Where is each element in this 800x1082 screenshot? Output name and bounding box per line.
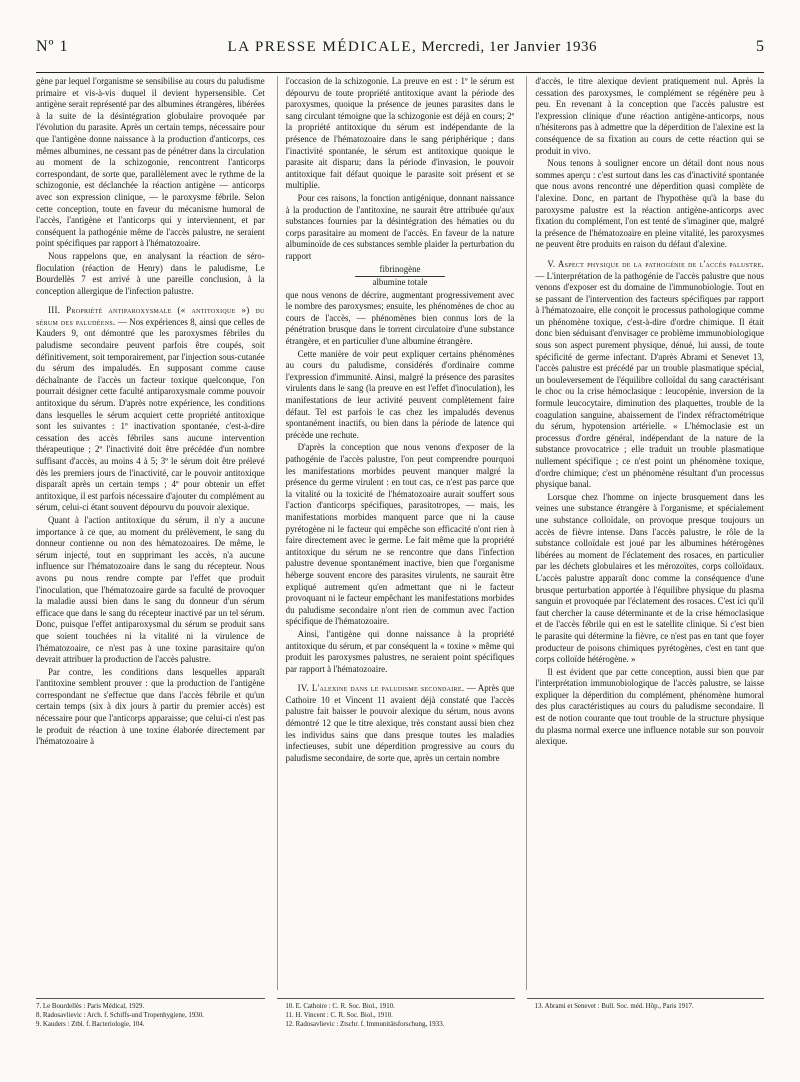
paragraph-text: — L'interprétation de la pathogénie de l'accès palustre que nous venons d'exposer est du domaine de l'immunobiologie. Tout en se passant de l'intervention des facteurs spécifiques par rapport à l'hématozoaire, elle conçoit le processus pathologique comme un phénomène toxique, c'est-à-dire d'ordre chimique. Il était donc bien séduisant d'envisager ce problème immunobiologique sous son aspect purement physique, dénué, lui aussi, de toute spécificité de germe infectant. D'après Abrami et Senevet 13, l'accès palustre est précédé par un trouble plasmatique spécial, un bouleversement de l'équilibre colloïdal du sang caractérisant le choc ou la crise hémoclasique : leucopénie, inversion de la formule leucocytaire, diminution des plaquettes, trouble de la coagulation sanguine, abaissement de l'index réfractométrique du sérum, hypotension artérielle. « L'hémoclasie est un processus d'ordre général, indépendant de la nature de la substance provocatrice ; elle traduit un trouble plasmatique nullement spécifique ; ce n'est point un phénomène toxique, d'ordre chimique; c'est un phénomène résultant d'un processus physique banal. (535, 270, 765, 490)
column-3 (526, 76, 764, 990)
paragraph: l'occasion de la schizogonie. La preuve en est : 1º le sérum est dépourvu de toute propriété antitoxique avant la période des paroxysmes, quoique la présence de jeunes parasites dans le sang circulant témoigne que la schizogonie est déjà en cours; 2º la propriété antitoxique du sérum est indépendante de la présence de l'hématozoaire dans le sang périphérique ; dans l'inactivité spontanée, le sérum est antitoxique quoique le parasite ait disparu; dans la période d'invasion, le pouvoir antitoxique fait défaut quoique le parasite soit présent et se multiplie. (285, 76, 515, 191)
journal-date (228, 39, 597, 56)
footnotes-column-2 (277, 998, 514, 1058)
paragraph: Il est évident que par cette conception, aussi bien que par l'interprétation immunobiologique de l'accès palustre, se laisse expliquer la déperdition du complément, phénomène humoral des plus caractéristiques au cours du paludisme secondaire. Il est de notion courante que tout trouble de la structure physique du plasma normal exerce une influence notable sur son pouvoir alexique. (535, 666, 765, 747)
issue-number: Nº 1 (36, 38, 69, 55)
paragraph: Cette manière de voir peut expliquer certains phénomènes au cours du paludisme, considérés d'ordinaire comme l'expression d'immunité. Ainsi, malgré la présence des parasites virulents dans le sang (la preuve en est l'effet d'inoculation), les manifestations de leur activité peuvent complètement faire défaut. Tel est parfois le cas chez les impaludés devenus spontanément inactifs, ou bien dans la période de latence qui précède une rechute. (285, 348, 515, 440)
footnotes-column-3 (527, 998, 764, 1058)
section-heading: III. Propriété antiparoxysmale (« antitoxique ») du sérum des paludéens. (36, 305, 265, 327)
paragraph: Nous tenons à souligner encore un détail dont nous nous sommes aperçu : c'est surtout dans les cas d'inactivité spontanée que nous avons rencontré une déperdition quasi complète de l'alexine. Donc, en partant de l'hypothèse qu'à la base du paroxysme palustre est la réaction antigène-anticorps avec fixation du complément, l'on est tenté de s'imaginer que, malgré la présence de l'hématozoaire en pleine vitalité, les paroxysmes ne peuvent être produits en raison du défaut d'alexine. (535, 158, 765, 250)
paragraph: Quant à l'action antitoxique du sérum, il n'y a aucune importance à ce que, au moment du prélèvement, le sang du donneur contienne ou non des hématozoaires. De même, le sérum injecté, tout en supprimant les accès, n'a aucune influence sur l'hématozoaire dans le sang du récepteur. Nous avons pu nous rendre compte par l'effet que produit l'inoculation, que l'hématozoaire garde sa faculté de provoquer la maladie aussi bien dans le sang du donneur d'un sérum efficace que dans le sang du récepteur inactivé par un tel sérum. Donc, puisque l'effet antiparoxysmal du sérum se produit sans que soient touchées ni la vitalité ni la virulence de l'hématozoaire, ce n'est pas à une toxine parasitaire qu'on devrait attribuer la production de l'accès palustre. (36, 514, 265, 665)
section-paragraph (36, 305, 265, 514)
article-body (36, 76, 764, 990)
footnote: 8. Radosavlievic : Arch. f. Schiffs-und Tropenhygiene, 1930. (36, 1012, 204, 1019)
footnote: 13. Abrami et Senevet : Bull. Soc. méd. Hôp., Paris 1917. (534, 1003, 694, 1010)
paragraph: d'accès, le titre alexique devient pratiquement nul. Après la cessation des paroxysmes, le complément se régénère peu à peu. En revenant à la conception que l'accès palustre est l'expression clinique d'une réaction antigène-anticorps, nous n'hésiterons pas à admettre que la déperdition de l'alexine est la conséquence de sa fixation au cours de cette réaction qui se produit in vivo. (535, 76, 765, 156)
journal-title: LA PRESSE MÉDICALE, (227, 39, 418, 55)
paragraph: Ainsi, l'antigène qui donne naissance à la propriété antitoxique du sérum, et par conséquent la « toxine » même qui produit les paroxysmes palustres, ne seraient point spécifiques par rapport à l'hématozoaire. (285, 628, 515, 674)
issue-date: Mercredi, 1er Janvier 1936 (421, 39, 597, 55)
footnotes (36, 998, 764, 1058)
paragraph-text: — Nos expériences 8, ainsi que celles de Kauders 9, ont démontré que les paroxysmes fébriles du paludisme secondaire peuvent parfois être coupés, soit définitivement, soit temporairement, par l'injection sous-cutanée du sérum des impaludés. En supposant comme cause déchaînante de l'accès un facteur toxique quelconque, l'on pourrait désigner cette faculté antiparoxysmale comme pouvoir antitoxique du sérum. D'après notre expérience, les conditions dans lesquelles le sérum acquiert cette propriété antitoxique sont les suivantes : 1º inactivation spontanée, c'est-à-dire cessation des accès fébriles sans aucune intervention thérapeutique ; 2º l'inactivité doit être précédée d'un nombre suffisant d'accès, au moins 4 à 5; 3º le sérum doit être prélevé dès les premiers jours de l'inactivité, car le pouvoir antitoxique disparaît après un certain temps ; 4º pour obtenir un effet antitoxique, il est parfois nécessaire d'ajouter du complément au sérum, celui-ci étant souvent dépourvu du pouvoir alexique. (36, 316, 265, 513)
fraction-numerator: fibrinogène (379, 263, 421, 274)
column-2 (277, 76, 515, 990)
footnotes-column-1 (36, 998, 265, 1058)
section-heading: IV. L'alexine dans le paludisme secondaire. (297, 683, 465, 694)
column-1 (36, 76, 265, 990)
paragraph: Lorsque chez l'homme on injecte brusquement dans les veines une substance étrangère à l'organisme, et spécialement une substance colloïdale, on provoque presque toujours un accès de fièvre intense. Dans l'accès palustre, le rôle de la substance colloïdale est joué par les albumines hétérogènes libérées au moment de l'éclatement des rosaces, en particulier par les déchets globulaires et les mérozoïtes, corps colloïdaux. L'accès palustre apparaît donc comme la conséquence d'une brusque perturbation apportée à l'équilibre physique du plasma sanguin et provoquée par l'éclatement des rosaces. C'est ici qu'il faut chercher la cause déterminante et de la crise hémoclasique et de l'accès fébrile qui en est le satellite clinique. Si c'est bien le parasite qui détermine la fièvre, ce n'est pas en tant que foyer producteur de poisons chimiques pyrétogènes, c'est en tant que corps colloïde hétérogène. » (535, 491, 765, 665)
paragraph: Nous rappelons que, en analysant la réaction de séro-floculation (réaction de Henry) dans le paludisme, Le Bourdellès 7 est arrivé à une pareille conclusion, à la conception allergique de l'infection palustre. (36, 250, 265, 296)
paragraph: que nous venons de décrire, augmentant progressivement avec le nombre des paroxysmes; ensuite, les phénomènes de choc au cours de l'accès, — phénomènes bien connus lors de la pénétration brusque dans le torrent circulatoire d'une substance étrangère, et en particulier d'une albumine étrangère. (285, 289, 515, 347)
page-number: 5 (756, 38, 764, 55)
footnote: 7. Le Bourdellès : Paris Médical, 1929. (36, 1003, 145, 1010)
section-paragraph (286, 683, 515, 764)
page-header (36, 38, 764, 73)
section-paragraph (535, 259, 764, 491)
paragraph: gène par lequel l'organisme se sensibilise au cours du paludisme primaire et vis-à-vis duquel il devient hypersensible. Cet antigène serait représenté par des albumines étrangères, libérées à la suite de la désintégration globulaire provoquée par l'évolution du parasite. Après un certain temps, nécessaire pour que l'antigène donne naissance à la production d'anticorps, ces mêmes albumines, ne cessant pas de pénétrer dans la circulation au moment de la schizogonie, rencontrent l'anticorps correspondant, de sorte que, parallèlement avec le rythme de la schizogonie, est déclanchée la réaction antigène — anticorps avec son expression clinique, — le paroxysme fébrile. Selon cette conception, toute en faveur du mécanisme humoral de l'accès, l'antigène et l'anticorps qui y interviennent, et par conséquent la pathogénie même de l'accès palustre, ne seraient point spécifiques par rapport à l'hématozoaire. (36, 76, 265, 249)
footnote: 9. Kauders : Ztbl. f. Bacteriologie, 104. (36, 1021, 145, 1028)
paragraph: Par contre, les conditions dans lesquelles apparaît l'antitoxine semblent prouver : que la production de l'antigène correspondant ne s'effectue que dans l'accès fébrile et qu'un certain temps (six à dix jours à partir du premier accès) est nécessaire pour que l'anticorps apparaisse; que celui-ci n'est pas le produit de réaction à une toxine élaborée directement par l'hématozoaire à (36, 666, 265, 747)
section-heading: V. Aspect physique de la pathogénie de l'accès palustre. (547, 258, 765, 269)
footnote: 11. H. Vincent : C. R. Soc. Biol., 1910. (285, 1012, 393, 1019)
footnote: 12. Radosavlievic : Ztschr. f. Immunitätsforschung, 1933. (285, 1021, 445, 1028)
paragraph-text: — Après que Cathoire 10 et Vincent 11 avaient déjà constaté que l'accès palustre fait baisser le pouvoir alexique du sérum, nous avons démontré 12 que le titre alexique, très constant aussi bien chez les individus sains que dans presque toutes les maladies infectieuses, subit une déperdition progressive au cours du paludisme secondaire, de sorte que, après un certain nombre (285, 683, 515, 763)
footnote: 10. E. Cathoire : C. R. Soc. Biol., 1910. (285, 1003, 395, 1010)
fraction-denominator: albumine totale (355, 276, 445, 289)
paragraph: Pour ces raisons, la fonction antigénique, donnant naissance à la production de l'antitoxine, ne saurait être attribuée qu'aux substances fournies par la désintégration des hématies ou du corps parasitaire au moment de l'accès. En faveur de la nature albuminoïde de ces substances semble plaider la perturbation du rapport (285, 192, 515, 261)
paragraph: D'après la conception que nous venons d'exposer de la pathogénie de l'accès palustre, l'on peut comprendre pourquoi les manifestations morbides peuvent manquer malgré la présence du germe virulent : en tout cas, ce n'est pas parce que la vitalité ou la toxicité de l'hématozoaire aurait souffert sous l'action d'anticorps spécifiques, parasitotropes, — mais, les manifestations morbides manquent parce que ni la cause pyrétogène ni le facteur qui empêche son efficacité n'ont rien à faire directement avec le germe. Le fait même que la propriété antitoxique du sérum ne se rencontre que dans l'infection palustre devenue spontanément inactive, bien que l'organisme héberge souvent encore des parasites virulents, ne saurait être expliqué autrement qu'en admettant que ni le facteur provoquant ni le facteur empêchant les manifestations morbides du paludisme secondaire n'ont rien de commun avec l'action spécifique de l'hématozoaire. (285, 442, 515, 627)
